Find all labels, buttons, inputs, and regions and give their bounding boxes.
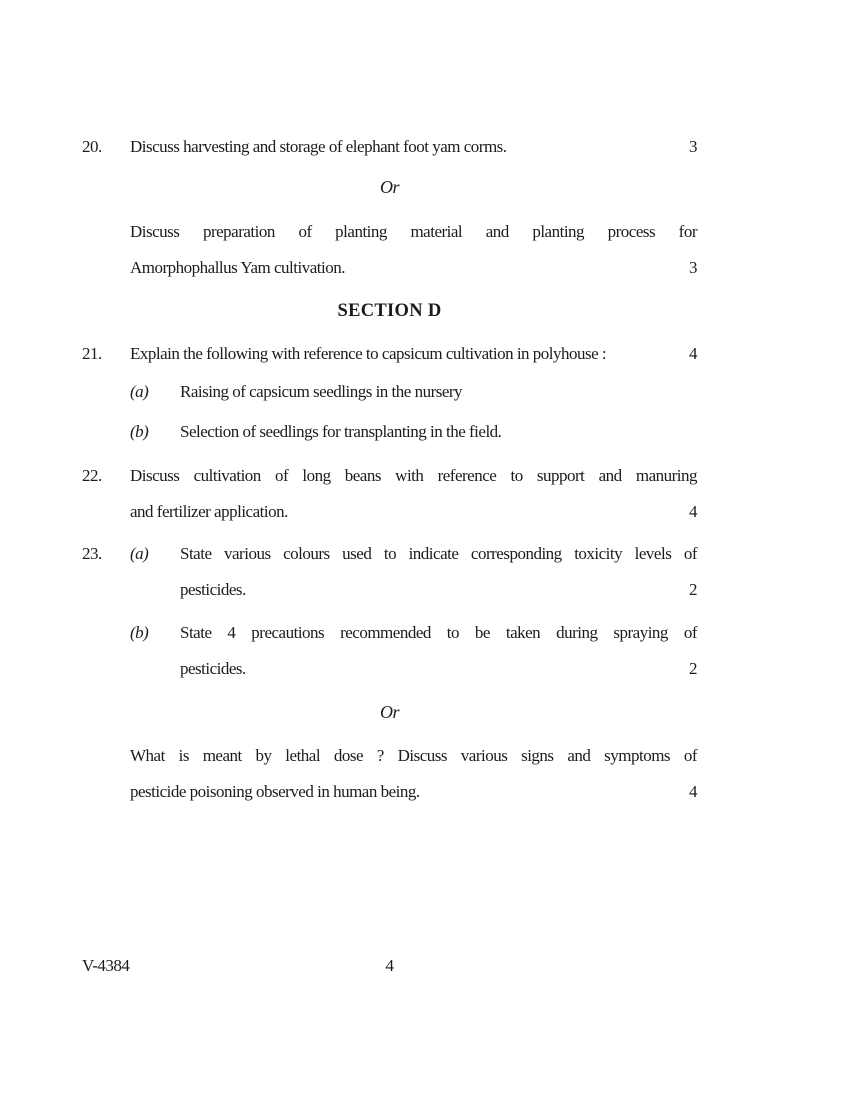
question-23-sub-a-line-1: State various colours used to indicate corresponding toxicity levels of (180, 544, 697, 563)
question-22 (82, 458, 697, 530)
page-footer (82, 948, 697, 984)
section-heading: SECTION D (337, 301, 442, 321)
or-divider: Or (379, 177, 399, 197)
question-22-body (130, 458, 697, 530)
question-23 (82, 536, 697, 687)
question-21 (82, 336, 697, 372)
question-20-text: Discuss harvesting and storage of elephant foot yam corms. (130, 137, 507, 156)
question-20-body (130, 129, 697, 165)
question-20-alt-line-1: Discuss preparation of planting material and planting process for (130, 222, 697, 241)
question-21-marks: 4 (689, 344, 697, 363)
question-20-marks: 3 (689, 137, 697, 156)
or-divider-2: Or (379, 702, 399, 722)
question-23-sub-b-line-2: pesticides. (180, 659, 246, 678)
question-22-marks: 4 (689, 502, 697, 521)
question-23-sub-b-label: (b) (130, 623, 149, 642)
question-20-alt-marks: 3 (689, 258, 697, 277)
question-23-alt-spacer (82, 738, 130, 810)
question-21-body (130, 336, 697, 372)
question-21-sub-a-spacer (82, 374, 130, 410)
question-20-alt-body (130, 214, 697, 286)
question-22-line-1: Discuss cultivation of long beans with reference to support and manuring (130, 466, 697, 485)
page-number: 4 (385, 956, 394, 975)
question-23-alternative (82, 738, 697, 810)
question-20 (82, 129, 697, 165)
question-23-alt-body (130, 738, 697, 810)
question-22-number: 22. (82, 466, 102, 485)
question-23-alt-line-1: What is meant by lethal dose ? Discuss various signs and symptoms of (130, 746, 697, 765)
question-22-line-2: and fertilizer application. (130, 502, 288, 521)
question-21-sub-a-text: Raising of capsicum seedlings in the nursery (180, 382, 463, 401)
question-23-alt-line-2: pesticide poisoning observed in human being. (130, 782, 420, 801)
question-21-number: 21. (82, 344, 102, 363)
question-23-sub-a-line-2: pesticides. (180, 580, 246, 599)
question-21-text: Explain the following with reference to capsicum cultivation in polyhouse : (130, 344, 607, 363)
question-21-sub-b-label: (b) (130, 422, 149, 441)
question-20-alt-number-spacer (82, 214, 130, 286)
question-20-alternative (82, 214, 697, 286)
question-21-sub-b-text: Selection of seedlings for transplanting in the field. (180, 422, 502, 441)
question-20-number: 20. (82, 137, 102, 156)
question-23-sub-b (130, 615, 697, 687)
question-23-body (130, 536, 697, 687)
question-21-sub-a-label: (a) (130, 382, 149, 401)
paper-code: V-4384 (82, 956, 130, 975)
question-23-sub-a-label: (a) (130, 544, 149, 563)
question-23-number: 23. (82, 544, 102, 563)
question-21-sub-b-spacer (82, 414, 130, 450)
question-23-sub-a-marks: 2 (689, 580, 697, 599)
question-23-sub-a (130, 536, 697, 608)
question-23-sub-b-line-1: State 4 precautions recommended to be taken during spraying of (180, 623, 697, 642)
question-21-sub-a (82, 374, 697, 410)
question-20-alt-line-2: Amorphophallus Yam cultivation. (130, 258, 345, 277)
question-21-sub-b (82, 414, 697, 450)
question-23-sub-b-marks: 2 (689, 659, 697, 678)
question-23-alt-marks: 4 (689, 782, 697, 801)
